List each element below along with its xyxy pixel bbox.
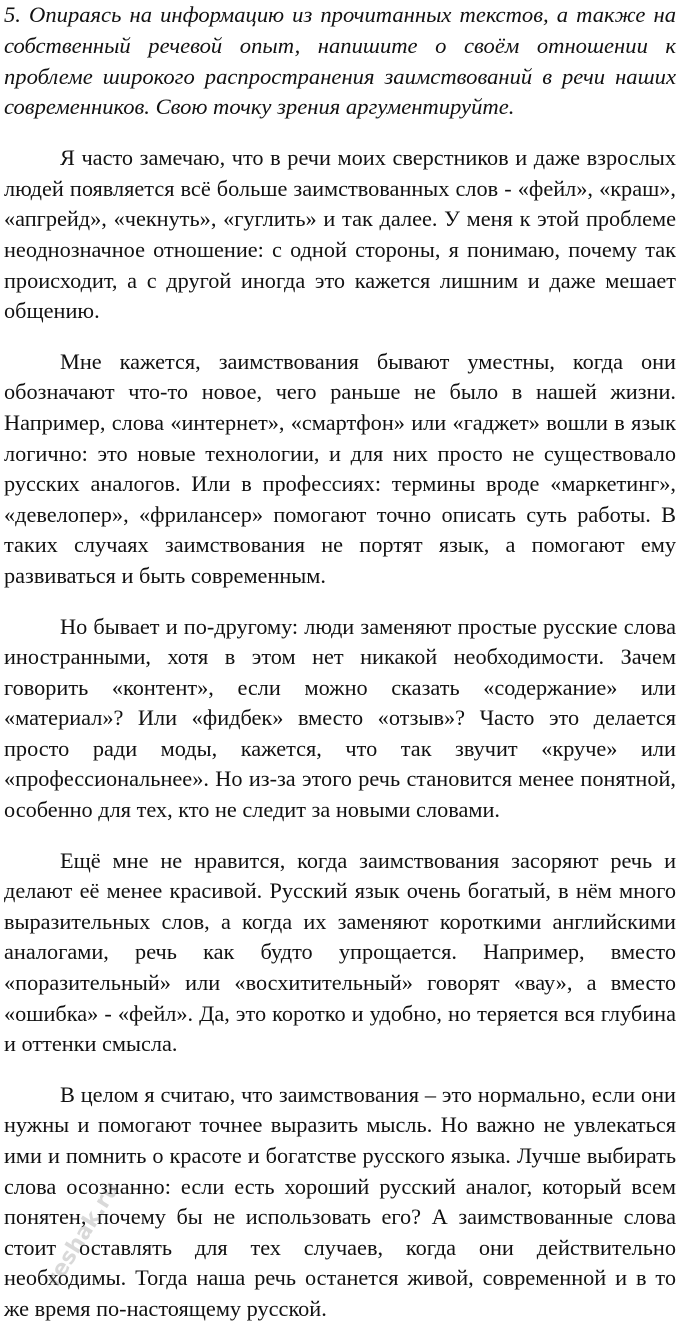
essay-paragraph-5: В целом я считаю, что заимствования – это нормально, если они нужны и помогают точнее выразить мысль. Но важно не увлекаться ими и помнить о красоте и богатстве русского языка. Лучше выбирать слова осознанно: если есть хороший русский аналог, который всем понятен, почему бы не использовать его? А заимствованные слова стоит оставлять для тех случаев, когда они действительно необходимы. Тогда наша речь останется живой, современной и в то же время по-настоящему русской. — [4, 1081, 676, 1321]
essay-paragraph-2: Мне кажется, заимствования бывают уместны, когда они обозначают что-то новое, чего раньше не было в нашей жизни. Например, слова «интернет», «смартфон» или «гаджет» вошли в язык логично: это новые технологии, и для них просто не существовало русских аналогов. Или в профессиях: термины вроде «маркетинг», «девелопер», «фрилансер» помогают точно описать суть работы. В таких случаях заимствования не портят язык, а помогают ему развиваться и быть современным. — [4, 348, 676, 588]
watermark-text: reshak.ru — [40, 1177, 126, 1292]
task-prompt: 5. Опираясь на информацию из прочитанных текстов, а также на собственный речевой опыт, напишите о своём отношении к проблеме широкого распространения заимствований в речи наших современников. Свою точку зрения аргументируйте. — [4, 2, 676, 120]
essay-paragraph-3: Но бывает и по-другому: люди заменяют простые русские слова иностранными, хотя в этом нет никакой необходимости. Зачем говорить «контент», если можно сказать «содержание» или «материал»? Или «фидбек» вместо «отзыв»? Часто это делается просто ради моды, кажется, что так звучит «круче» или «профессиональнее». Но из-за этого речь становится менее понятной, особенно для тех, кто не следит за новыми словами. — [4, 613, 676, 823]
essay-paragraph-4: Ещё мне не нравится, когда заимствования засоряют речь и делают её менее красивой. Русский язык очень богатый, в нём много выразительных слов, а когда их заменяют короткими английскими аналогами, речь как будто упрощается. Например, вместо «поразительный» или «восхитительный» говорят «вау», а вместо «ошибка» - «фейл». Да, это коротко и удобно, но теряется вся глубина и оттенки смысла. — [4, 847, 676, 1057]
essay-body — [4, 143, 679, 1324]
essay-paragraph-1: Я часто замечаю, что в речи моих сверстников и даже взрослых людей появляется всё больше заимствованных слов - «фейл», «краш», «апгрейд», «чекнуть», «гуглить» и так далее. У меня к этой проблеме неоднозначное отношение: с одной стороны, я понимаю, почему так происходит, а с другой иногда это кажется лишним и даже мешает общению. — [4, 145, 676, 324]
